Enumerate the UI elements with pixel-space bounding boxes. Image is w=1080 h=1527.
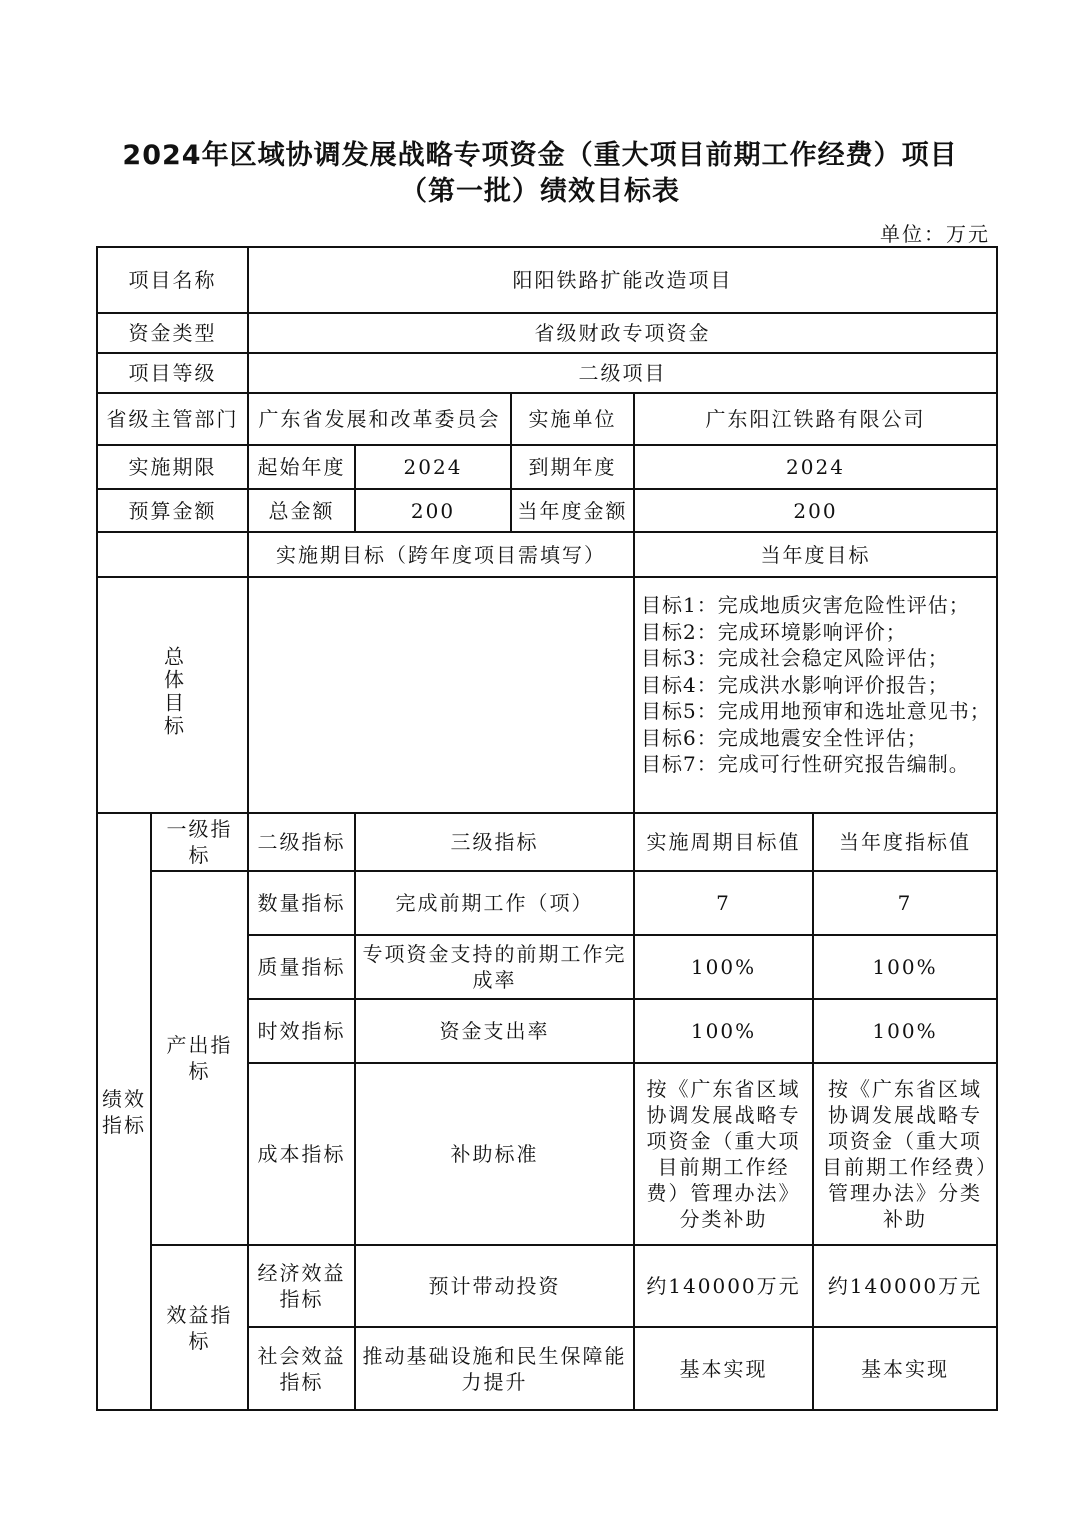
level3-cell: 补助标准 [355, 1063, 634, 1245]
header-period-target: 实施周期目标值 [634, 813, 813, 871]
annual-amount-label: 当年度金额 [511, 489, 634, 532]
overall-goal-label-text: 总体目标 [160, 646, 185, 738]
period-goal-value [248, 577, 634, 813]
impl-unit-label: 实施单位 [511, 393, 634, 445]
performance-table [96, 246, 998, 1411]
period-target-cell: 按《广东省区域协调发展战略专项资金（重大项目前期工作经费）管理办法》分类补助 [634, 1063, 813, 1245]
total-amount-value: 200 [355, 489, 511, 532]
level2-cell: 数量指标 [248, 871, 355, 935]
annual-amount-value: 200 [634, 489, 997, 532]
project-name-label: 项目名称 [97, 247, 248, 313]
level2-cell: 社会效益指标 [248, 1327, 355, 1410]
period-goal-header: 实施期目标（跨年度项目需填写） [248, 532, 634, 577]
goal-header-blank [97, 532, 248, 577]
annual-goal-list [634, 577, 997, 813]
level3-cell: 预计带动投资 [355, 1245, 634, 1327]
annual-target-cell: 100% [813, 999, 997, 1063]
level2-cell: 时效指标 [248, 999, 355, 1063]
dept-value: 广东省发展和改革委员会 [248, 393, 511, 445]
annual-goal-item: 目标3：完成社会稳定风险评估； [641, 646, 949, 670]
annual-target-cell: 按《广东省区域协调发展战略专项资金（重大项目前期工作经费）管理办法》分类补助 [813, 1063, 997, 1245]
annual-goal-item: 目标6：完成地震安全性评估； [641, 725, 928, 750]
level2-cell: 质量指标 [248, 935, 355, 999]
dept-label: 省级主管部门 [97, 393, 248, 445]
annual-goal-item: 目标4：完成洪水影响评价报告； [641, 672, 949, 697]
fund-type-value: 省级财政专项资金 [248, 313, 997, 353]
total-amount-label: 总金额 [248, 489, 355, 532]
impl-unit-value: 广东阳江铁路有限公司 [634, 393, 997, 445]
benefit-indicator-label: 效益指标 [151, 1245, 248, 1410]
annual-target-cell: 基本实现 [813, 1327, 997, 1410]
title-line-2: （第一批）绩效目标表 [400, 176, 680, 207]
period-target-cell: 约140000万元 [634, 1245, 813, 1327]
annual-goal-item: 目标2：完成环境影响评价； [641, 619, 907, 644]
title-line-1: 2024年区域协调发展战略专项资金（重大项目前期工作经费）项目 [122, 140, 958, 171]
annual-goal-header: 当年度目标 [634, 532, 997, 577]
header-level3: 三级指标 [355, 813, 634, 871]
overall-goal-label [97, 577, 248, 813]
annual-target-cell: 7 [813, 871, 997, 935]
level3-cell: 资金支出率 [355, 999, 634, 1063]
level2-cell: 经济效益指标 [248, 1245, 355, 1327]
period-target-cell: 100% [634, 935, 813, 999]
budget-label: 预算金额 [97, 489, 248, 532]
end-year-label: 到期年度 [511, 445, 634, 489]
level3-cell: 推动基础设施和民生保障能力提升 [355, 1327, 634, 1410]
annual-target-cell: 约140000万元 [813, 1245, 997, 1327]
period-target-cell: 基本实现 [634, 1327, 813, 1410]
annual-goal-item: 目标5：完成用地预审和选址意见书； [641, 699, 991, 723]
period-target-cell: 100% [634, 999, 813, 1063]
annual-goal-item: 目标1：完成地质灾害危险性评估； [641, 593, 970, 617]
level3-cell: 完成前期工作（项） [355, 871, 634, 935]
project-level-label: 项目等级 [97, 353, 248, 393]
end-year-value: 2024 [634, 445, 997, 489]
level2-cell: 成本指标 [248, 1063, 355, 1245]
start-year-value: 2024 [355, 445, 511, 489]
period-target-cell: 7 [634, 871, 813, 935]
header-level2: 二级指标 [248, 813, 355, 871]
project-name-value: 阳阳铁路扩能改造项目 [248, 247, 997, 313]
annual-target-cell: 100% [813, 935, 997, 999]
level3-cell: 专项资金支持的前期工作完成率 [355, 935, 634, 999]
unit-label: 单位：万元 [880, 222, 990, 246]
annual-goal-item: 目标7：完成可行性研究报告编制。 [641, 752, 970, 776]
fund-type-label: 资金类型 [97, 313, 248, 353]
period-label: 实施期限 [97, 445, 248, 489]
project-level-value: 二级项目 [248, 353, 997, 393]
header-annual-target: 当年度指标值 [813, 813, 997, 871]
header-level1: 一级指标 [151, 813, 248, 871]
output-indicator-label: 产出指标 [151, 871, 248, 1245]
indicator-section-label: 绩效指标 [97, 813, 151, 1410]
document-title [0, 138, 1080, 210]
start-year-label: 起始年度 [248, 445, 355, 489]
